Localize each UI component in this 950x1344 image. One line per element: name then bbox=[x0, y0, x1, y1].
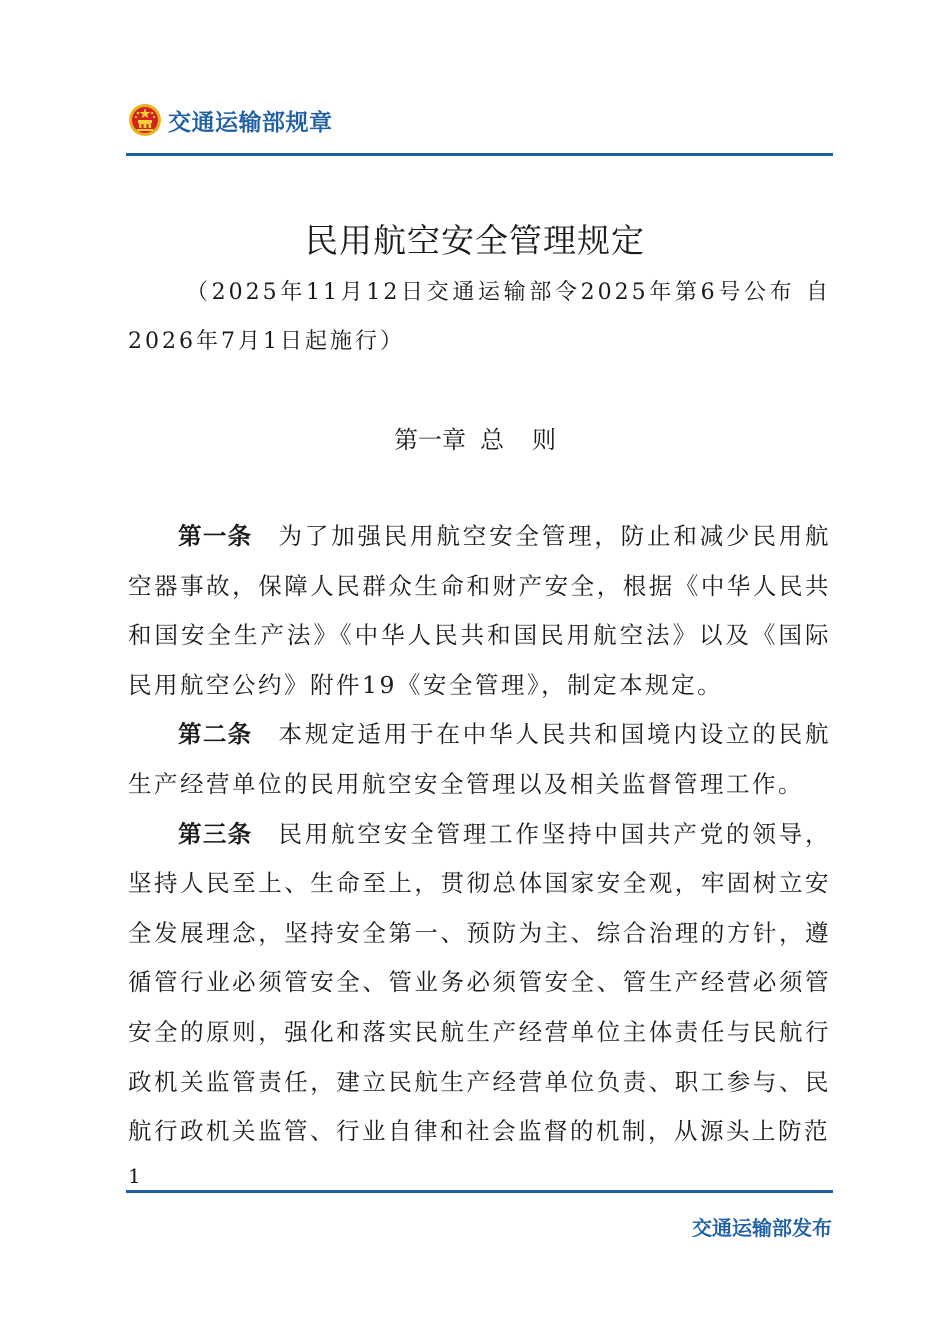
article-text: 为了加强民用航空安全管理，防止和减少民用航空器事故，保障人民群众生命和财产安全，根据《中华人民共和国安全生产法》《中华人民共和国民用航空法》以及《国际民用航空公约》附件19《安全管理》，制定本规定。 bbox=[128, 522, 832, 699]
chapter-heading bbox=[0, 420, 950, 455]
footer-publisher: 交通运输部发布 bbox=[692, 1216, 832, 1240]
article-number: 第二条 bbox=[178, 720, 253, 749]
article bbox=[128, 512, 831, 710]
document-title: 民用航空安全管理规定 bbox=[305, 221, 645, 260]
footer-divider bbox=[126, 1190, 833, 1193]
article bbox=[128, 710, 831, 809]
page-number: 1 bbox=[128, 1164, 141, 1188]
header-title: 交通运输部规章 bbox=[168, 109, 333, 136]
national-emblem-icon bbox=[128, 103, 162, 137]
chapter-word-1: 总 bbox=[480, 426, 504, 454]
chapter-word-2: 则 bbox=[532, 426, 556, 454]
header-brand bbox=[128, 100, 333, 140]
chapter-number: 第一章 bbox=[394, 426, 466, 454]
article-text: 本规定适用于在中华人民共和国境内设立的民航生产经营单位的民用航空安全管理以及相关监督管理工作。 bbox=[128, 720, 832, 798]
article bbox=[128, 810, 831, 1157]
article-number: 第三条 bbox=[178, 819, 253, 848]
document-body bbox=[128, 512, 831, 1157]
header-divider bbox=[126, 153, 833, 156]
issue-note: （2025年11月12日交通运输部令2025年第6号公布 自2026年7月1日起施行） bbox=[128, 280, 831, 354]
article-number: 第一条 bbox=[178, 522, 253, 550]
article-text: 民用航空安全管理工作坚持中国共产党的领导，坚持人民至上、生命至上，贯彻总体国家安全观，牢固树立安全发展理念，坚持安全第一、预防为主、综合治理的方针，遵循管行业必须管安全、管业务必须管安全、管生产经营必须管安全的原则，强化和落实民航生产经营单位主体责任与民航行政机关监管责任，建立民航生产经营单位负责、职工参与、民航行政机关监管、行业自律和社会监督的机制，从源头上防范 bbox=[128, 819, 832, 1146]
